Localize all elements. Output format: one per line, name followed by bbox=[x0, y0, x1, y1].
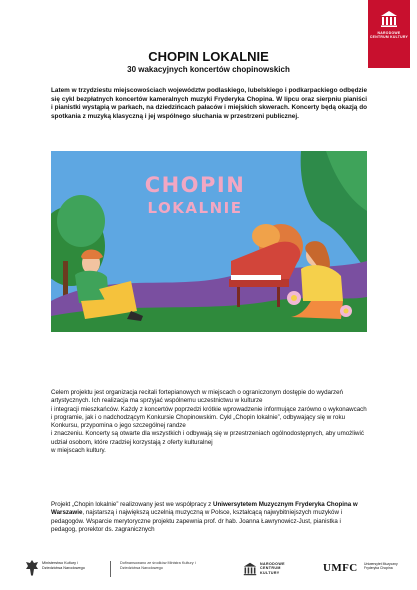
page-title: CHOPIN LOKALNIE bbox=[148, 49, 269, 64]
ncc-logo-text: NARODOWE CENTRUM KULTURY bbox=[369, 31, 409, 40]
ncc-building-icon bbox=[380, 10, 398, 28]
body-paragraph-1-text: Celem projektu jest organizacja recitali fortepianowych w miejscach o ograniczonym dostępie do wydarzeń artystycznych. Ich realizacja ma sprzyjać wspólnemu uczestnictwu w kulturze i integracji mieszkańców. Każdy z koncertów poprzedzi krótkie wprowadzenie informujące zarówno o wykonawcach i programie, jak i o nadchodzącym Konkursie Chopinowskim. Cykl „Chopin lokalnie”, odbywający się w roku Konkursu, przypomina o jego szczególnej randze i znaczeniu. Koncerty są otwarte dla wszystkich i odbywają się w przestrzeniach ogólnodostępnych, aby umożliwić udział osobom, które rzadziej korzystają z oferty kulturalnej w miejscach kultury. bbox=[51, 389, 367, 455]
ncc-footer-building-icon bbox=[243, 562, 257, 576]
footer-logos bbox=[0, 555, 417, 585]
body-paragraph-2-end: , najstarszą i największą uczelnią muzyczną w Polsce, kształcącą najwybitniejszych muzyków i pedagogów. Wsparcie merytoryczne projektu zapewnia prof. dr hab. Joanna Ławrynowicz-Just, pianistka i pedagog, prorektor ds. zagranicznych bbox=[51, 509, 343, 533]
ministry-logo-text: Ministerstwo Kultury i Dziedzictwa Narodowego bbox=[42, 561, 85, 570]
body-paragraph-2-start: Projekt „Chopin lokalnie” realizowany jest we współpracy z bbox=[51, 501, 213, 508]
body-paragraph-2 bbox=[51, 501, 367, 534]
funding-text: Dofinansowano ze środków Ministra Kultury i Dziedzictwa Narodowego bbox=[120, 561, 196, 570]
poster-title-line2: LOKALNIE bbox=[147, 199, 243, 217]
eagle-icon bbox=[25, 559, 39, 577]
poster-title-line1: CHOPIN bbox=[144, 173, 246, 197]
body-paragraph-2-university: Uniwersytetem Muzycznym Fryderyka Chopina w Warszawie bbox=[51, 501, 358, 517]
ncc-footer-text: NARODOWE CENTRUM KULTURY bbox=[260, 562, 285, 575]
university-logo-text: Uniwersytet Muzyczny Fryderyka Chopina bbox=[364, 562, 398, 571]
umfc-logo-text: UMFC bbox=[323, 562, 358, 574]
poster-illustration bbox=[51, 151, 367, 332]
intro-paragraph: Latem w trzydziestu miejscowościach województw podlaskiego, lubelskiego i podkarpackiego odbędzie się cykl bezpłatnych koncertów kameralnych muzyki Fryderyka Chopina. W lipcu oraz sierpniu pianiści i pianistki wystąpią w parkach, na dziedzińcach pałaców i miejskich skwerach. Koncerty będą okazją do spotkania z muzyką klasyczną i jej wspólnego słuchania w przestrzeni publicznej. bbox=[51, 87, 367, 120]
page-subtitle: 30 wakacyjnych koncertów chopinowskich bbox=[127, 65, 290, 74]
footer-divider bbox=[110, 561, 111, 577]
body-paragraph-1 bbox=[51, 389, 367, 455]
